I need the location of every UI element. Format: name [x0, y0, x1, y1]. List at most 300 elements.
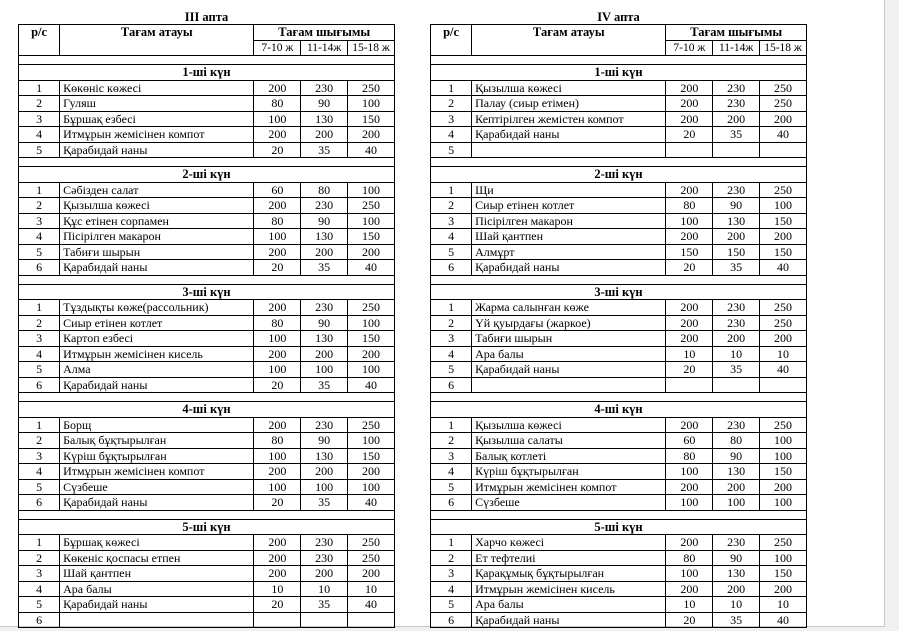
yield-15-18: 40 — [348, 142, 395, 158]
table-row — [19, 300, 395, 316]
yield-15-18: 40 — [760, 260, 807, 276]
day-label: 4-ші күн — [431, 402, 807, 418]
yield-7-10: 100 — [666, 464, 713, 480]
dish-name: Қарабидай наны — [60, 142, 254, 158]
row-number: 1 — [19, 535, 60, 551]
yield-15-18 — [760, 142, 807, 158]
table-row — [431, 244, 807, 260]
row-number: 6 — [19, 377, 60, 393]
table-row — [19, 331, 395, 347]
header-age-7-10: 7-10 ж — [254, 40, 301, 56]
table-row — [19, 111, 395, 127]
yield-15-18: 250 — [348, 550, 395, 566]
dish-name: Күріш бұқтырылған — [60, 448, 254, 464]
dish-name: Жарма салынған көже — [472, 300, 666, 316]
yield-11-14: 10 — [713, 346, 760, 362]
table-row — [19, 581, 395, 597]
yield-15-18: 200 — [348, 127, 395, 143]
header-dish: Тағам атауы — [60, 25, 254, 56]
yield-7-10: 200 — [666, 535, 713, 551]
table-row — [19, 550, 395, 566]
yield-11-14: 200 — [713, 111, 760, 127]
yield-11-14: 90 — [713, 550, 760, 566]
table-row — [431, 213, 807, 229]
yield-11-14: 130 — [301, 331, 348, 347]
table-row — [19, 362, 395, 378]
row-number: 3 — [19, 331, 60, 347]
header-no: р/с — [431, 25, 472, 56]
yield-15-18: 200 — [348, 244, 395, 260]
spacer-row — [431, 56, 807, 65]
header-age-7-10: 7-10 ж — [666, 40, 713, 56]
day-header-row — [431, 167, 807, 183]
yield-7-10: 10 — [666, 597, 713, 613]
row-number: 4 — [19, 127, 60, 143]
yield-11-14: 35 — [301, 597, 348, 613]
yield-7-10: 200 — [254, 244, 301, 260]
dish-name: Қызылша көжесі — [60, 198, 254, 214]
yield-11-14: 230 — [713, 417, 760, 433]
yield-7-10 — [666, 142, 713, 158]
yield-7-10: 100 — [666, 213, 713, 229]
table-row — [431, 198, 807, 214]
yield-7-10: 80 — [666, 448, 713, 464]
dish-name: Қарабидай наны — [60, 597, 254, 613]
dish-name: Ара балы — [472, 597, 666, 613]
yield-7-10: 60 — [254, 182, 301, 198]
row-number: 2 — [431, 433, 472, 449]
menu-table-body — [431, 56, 807, 628]
yield-7-10: 100 — [254, 479, 301, 495]
day-label: 3-ші күн — [19, 284, 395, 300]
dish-name: Ара балы — [60, 581, 254, 597]
yield-15-18: 200 — [348, 346, 395, 362]
yield-11-14: 200 — [713, 229, 760, 245]
yield-15-18: 40 — [760, 362, 807, 378]
yield-15-18: 150 — [760, 566, 807, 582]
row-number: 4 — [431, 581, 472, 597]
header-age-15-18: 15-18 ж — [760, 40, 807, 56]
yield-11-14: 35 — [713, 127, 760, 143]
dish-name: Пісірілген макарон — [472, 213, 666, 229]
spacer-cell — [19, 56, 395, 65]
dish-name: Кептірілген жемістен компот — [472, 111, 666, 127]
table-row — [19, 612, 395, 628]
dish-name: Пісірілген макарон — [60, 229, 254, 245]
yield-15-18: 250 — [348, 198, 395, 214]
yield-15-18: 40 — [348, 377, 395, 393]
row-number: 1 — [431, 182, 472, 198]
yield-11-14: 230 — [301, 198, 348, 214]
menu-table-body — [19, 56, 395, 628]
yield-15-18: 150 — [348, 331, 395, 347]
spacer-cell — [431, 56, 807, 65]
yield-11-14: 230 — [301, 417, 348, 433]
table-row — [431, 300, 807, 316]
yield-7-10: 20 — [666, 127, 713, 143]
week-menu-right — [430, 10, 807, 628]
yield-11-14: 80 — [301, 182, 348, 198]
spacer-row — [19, 510, 395, 519]
table-row — [431, 315, 807, 331]
header-age-11-14: 11-14ж — [301, 40, 348, 56]
dish-name: Алмұрт — [472, 244, 666, 260]
table-row — [19, 495, 395, 511]
yield-7-10: 10 — [254, 581, 301, 597]
dish-name: Итмұрын жемісінен компот — [60, 464, 254, 480]
dish-name: Көкеніс қоспасы етпен — [60, 550, 254, 566]
table-row — [431, 448, 807, 464]
dish-name: Қызылша көжесі — [472, 80, 666, 96]
yield-11-14: 200 — [713, 581, 760, 597]
yield-15-18: 200 — [348, 464, 395, 480]
day-label: 3-ші күн — [431, 284, 807, 300]
yield-7-10: 10 — [666, 346, 713, 362]
yield-11-14: 130 — [713, 464, 760, 480]
yield-7-10: 100 — [254, 111, 301, 127]
header-no: р/с — [19, 25, 60, 56]
yield-7-10: 20 — [254, 377, 301, 393]
dish-name: Картоп езбесі — [60, 331, 254, 347]
table-row — [431, 612, 807, 628]
yield-15-18: 40 — [348, 495, 395, 511]
row-number: 1 — [431, 535, 472, 551]
row-number: 1 — [19, 182, 60, 198]
week-menu-left — [18, 10, 395, 628]
yield-11-14: 35 — [301, 495, 348, 511]
yield-7-10: 150 — [666, 244, 713, 260]
yield-11-14: 200 — [301, 127, 348, 143]
table-row — [19, 80, 395, 96]
row-number: 5 — [19, 597, 60, 613]
yield-11-14: 100 — [301, 479, 348, 495]
yield-7-10: 20 — [254, 495, 301, 511]
yield-11-14: 35 — [301, 142, 348, 158]
yield-15-18: 150 — [760, 244, 807, 260]
yield-15-18: 40 — [760, 127, 807, 143]
dish-name: Щи — [472, 182, 666, 198]
yield-15-18: 250 — [348, 535, 395, 551]
row-number: 4 — [19, 581, 60, 597]
dish-name: Сиыр етінен котлет — [472, 198, 666, 214]
dish-name: Балық котлеті — [472, 448, 666, 464]
dish-name: Тұздықты көже(рассольник) — [60, 300, 254, 316]
yield-15-18: 250 — [760, 300, 807, 316]
yield-7-10: 20 — [666, 260, 713, 276]
day-label: 1-ші күн — [431, 65, 807, 81]
table-row — [431, 229, 807, 245]
dish-name: Үй қуырдағы (жаркое) — [472, 315, 666, 331]
yield-15-18: 150 — [348, 111, 395, 127]
dish-name: Харчо көжесі — [472, 535, 666, 551]
yield-15-18: 250 — [760, 417, 807, 433]
row-number: 6 — [431, 612, 472, 628]
row-number: 6 — [431, 377, 472, 393]
yield-15-18: 100 — [348, 433, 395, 449]
yield-11-14: 200 — [301, 464, 348, 480]
table-row — [431, 550, 807, 566]
dish-name: Шай қантпен — [60, 566, 254, 582]
yield-7-10: 20 — [666, 612, 713, 628]
yield-11-14: 90 — [713, 448, 760, 464]
yield-15-18: 250 — [760, 80, 807, 96]
dish-name: Қарабидай наны — [60, 377, 254, 393]
table-row — [431, 331, 807, 347]
yield-11-14: 80 — [713, 433, 760, 449]
table-row — [19, 96, 395, 112]
row-number: 3 — [431, 213, 472, 229]
yield-11-14: 90 — [301, 315, 348, 331]
row-number: 6 — [431, 495, 472, 511]
dish-name: Шай қантпен — [472, 229, 666, 245]
yield-15-18: 150 — [760, 464, 807, 480]
dish-name: Итмұрын жемісінен компот — [472, 479, 666, 495]
yield-15-18: 100 — [760, 433, 807, 449]
dish-name: Қызылша көжесі — [472, 417, 666, 433]
day-label: 1-ші күн — [19, 65, 395, 81]
table-row — [431, 566, 807, 582]
row-number: 3 — [431, 111, 472, 127]
yield-15-18: 150 — [348, 229, 395, 245]
table-row — [19, 566, 395, 582]
row-number: 6 — [431, 260, 472, 276]
yield-15-18: 200 — [760, 111, 807, 127]
dish-name: Қарабидай наны — [472, 362, 666, 378]
table-row — [431, 260, 807, 276]
yield-15-18: 40 — [348, 260, 395, 276]
yield-7-10: 200 — [254, 550, 301, 566]
yield-15-18: 250 — [348, 417, 395, 433]
day-header-row — [19, 65, 395, 81]
yield-7-10: 200 — [254, 198, 301, 214]
yield-7-10 — [254, 612, 301, 628]
day-header-row — [431, 519, 807, 535]
yield-15-18: 100 — [348, 182, 395, 198]
yield-15-18: 250 — [760, 182, 807, 198]
spacer-row — [431, 510, 807, 519]
yield-11-14: 200 — [713, 331, 760, 347]
dish-name: Алма — [60, 362, 254, 378]
row-number: 3 — [19, 566, 60, 582]
table-row — [431, 142, 807, 158]
row-number: 3 — [19, 213, 60, 229]
table-row — [431, 182, 807, 198]
yield-15-18 — [348, 612, 395, 628]
dish-name: Итмұрын жемісінен компот — [60, 127, 254, 143]
row-number: 2 — [19, 315, 60, 331]
yield-7-10: 80 — [254, 213, 301, 229]
row-number: 4 — [431, 464, 472, 480]
spacer-cell — [19, 393, 395, 402]
yield-7-10: 200 — [254, 417, 301, 433]
row-number: 4 — [431, 127, 472, 143]
row-number: 1 — [431, 417, 472, 433]
yield-7-10: 200 — [666, 417, 713, 433]
row-number: 4 — [19, 346, 60, 362]
yield-11-14: 230 — [713, 96, 760, 112]
dish-name: Қарақұмық бұқтырылған — [472, 566, 666, 582]
day-header-row — [19, 402, 395, 418]
dish-name: Бұршақ езбесі — [60, 111, 254, 127]
dish-name: Қарабидай наны — [472, 127, 666, 143]
day-label: 2-ші күн — [431, 167, 807, 183]
yield-7-10: 100 — [666, 495, 713, 511]
yield-15-18: 40 — [760, 612, 807, 628]
day-header-row — [431, 284, 807, 300]
spacer-cell — [431, 393, 807, 402]
yield-11-14: 230 — [301, 80, 348, 96]
yield-7-10: 100 — [254, 331, 301, 347]
yield-11-14: 90 — [301, 433, 348, 449]
yield-7-10 — [666, 377, 713, 393]
yield-7-10: 20 — [254, 142, 301, 158]
table-row — [19, 448, 395, 464]
table-row — [431, 535, 807, 551]
yield-11-14: 130 — [301, 448, 348, 464]
yield-7-10: 200 — [666, 331, 713, 347]
day-header-row — [19, 519, 395, 535]
yield-11-14: 200 — [301, 566, 348, 582]
row-number: 1 — [431, 300, 472, 316]
header-yield: Тағам шығымы — [666, 25, 807, 41]
yield-15-18: 250 — [760, 535, 807, 551]
spacer-row — [431, 275, 807, 284]
table-row — [431, 111, 807, 127]
yield-11-14: 35 — [301, 260, 348, 276]
yield-11-14: 230 — [713, 300, 760, 316]
row-number: 2 — [19, 96, 60, 112]
yield-7-10: 200 — [254, 346, 301, 362]
yield-11-14: 90 — [301, 213, 348, 229]
yield-15-18 — [760, 377, 807, 393]
row-number: 4 — [431, 229, 472, 245]
yield-11-14: 130 — [713, 566, 760, 582]
yield-7-10: 20 — [254, 597, 301, 613]
row-number: 1 — [19, 417, 60, 433]
row-number: 2 — [19, 198, 60, 214]
yield-15-18: 100 — [348, 96, 395, 112]
table-row — [19, 182, 395, 198]
yield-15-18: 150 — [348, 448, 395, 464]
row-number: 3 — [19, 111, 60, 127]
table-row — [431, 433, 807, 449]
dish-name: Борщ — [60, 417, 254, 433]
dish-name: Сүзбеше — [472, 495, 666, 511]
table-row — [19, 260, 395, 276]
table-row — [431, 346, 807, 362]
row-number: 1 — [19, 300, 60, 316]
table-row — [19, 244, 395, 260]
yield-11-14: 10 — [301, 581, 348, 597]
table-row — [19, 464, 395, 480]
row-number: 5 — [19, 362, 60, 378]
yield-7-10: 200 — [254, 464, 301, 480]
yield-15-18: 250 — [760, 315, 807, 331]
dish-name: Табиғи шырын — [472, 331, 666, 347]
spacer-row — [19, 393, 395, 402]
row-number: 2 — [431, 315, 472, 331]
yield-11-14: 230 — [713, 315, 760, 331]
row-number: 5 — [431, 362, 472, 378]
spacer-cell — [431, 275, 807, 284]
yield-11-14: 230 — [713, 535, 760, 551]
yield-11-14: 100 — [301, 362, 348, 378]
yield-11-14: 150 — [713, 244, 760, 260]
table-row — [431, 417, 807, 433]
table-row — [431, 362, 807, 378]
table-row — [19, 346, 395, 362]
spacer-row — [431, 158, 807, 167]
dish-name: Сәбізден салат — [60, 182, 254, 198]
dish-name: Қарабидай наны — [60, 260, 254, 276]
yield-7-10: 80 — [666, 198, 713, 214]
yield-7-10: 200 — [666, 479, 713, 495]
yield-11-14: 10 — [713, 597, 760, 613]
menu-table — [18, 24, 395, 628]
yield-7-10: 20 — [254, 260, 301, 276]
yield-11-14: 230 — [301, 535, 348, 551]
yield-7-10: 200 — [254, 300, 301, 316]
yield-11-14: 200 — [301, 346, 348, 362]
yield-11-14: 200 — [713, 479, 760, 495]
yield-15-18: 200 — [760, 229, 807, 245]
yield-7-10: 200 — [666, 229, 713, 245]
dish-name: Сүзбеше — [60, 479, 254, 495]
table-row — [431, 597, 807, 613]
yield-7-10: 200 — [666, 111, 713, 127]
yield-7-10: 200 — [254, 127, 301, 143]
spacer-cell — [431, 510, 807, 519]
yield-11-14: 100 — [713, 495, 760, 511]
yield-15-18: 10 — [760, 597, 807, 613]
yield-7-10: 80 — [666, 550, 713, 566]
row-number: 5 — [19, 479, 60, 495]
spacer-cell — [19, 158, 395, 167]
yield-15-18: 100 — [348, 479, 395, 495]
table-row — [431, 479, 807, 495]
row-number: 2 — [19, 433, 60, 449]
dish-name — [472, 377, 666, 393]
yield-15-18: 200 — [760, 479, 807, 495]
week-title: ІІІ апта — [184, 10, 229, 24]
yield-15-18: 100 — [760, 495, 807, 511]
row-number: 5 — [19, 244, 60, 260]
row-number: 4 — [19, 464, 60, 480]
yield-15-18: 200 — [760, 331, 807, 347]
yield-11-14: 230 — [301, 300, 348, 316]
row-number: 6 — [19, 495, 60, 511]
table-row — [431, 377, 807, 393]
row-number: 1 — [19, 80, 60, 96]
yield-15-18: 100 — [348, 213, 395, 229]
yield-7-10: 200 — [666, 300, 713, 316]
row-number: 2 — [431, 550, 472, 566]
table-row — [19, 417, 395, 433]
menu-table — [430, 24, 807, 628]
row-number: 2 — [431, 198, 472, 214]
day-header-row — [19, 284, 395, 300]
yield-7-10: 200 — [666, 80, 713, 96]
table-row — [431, 581, 807, 597]
table-row — [19, 479, 395, 495]
day-header-row — [431, 402, 807, 418]
yield-11-14 — [713, 142, 760, 158]
yield-15-18: 100 — [348, 315, 395, 331]
yield-7-10: 80 — [254, 433, 301, 449]
row-number: 5 — [431, 597, 472, 613]
dish-name: Күріш бұқтырылған — [472, 464, 666, 480]
yield-7-10: 200 — [254, 80, 301, 96]
